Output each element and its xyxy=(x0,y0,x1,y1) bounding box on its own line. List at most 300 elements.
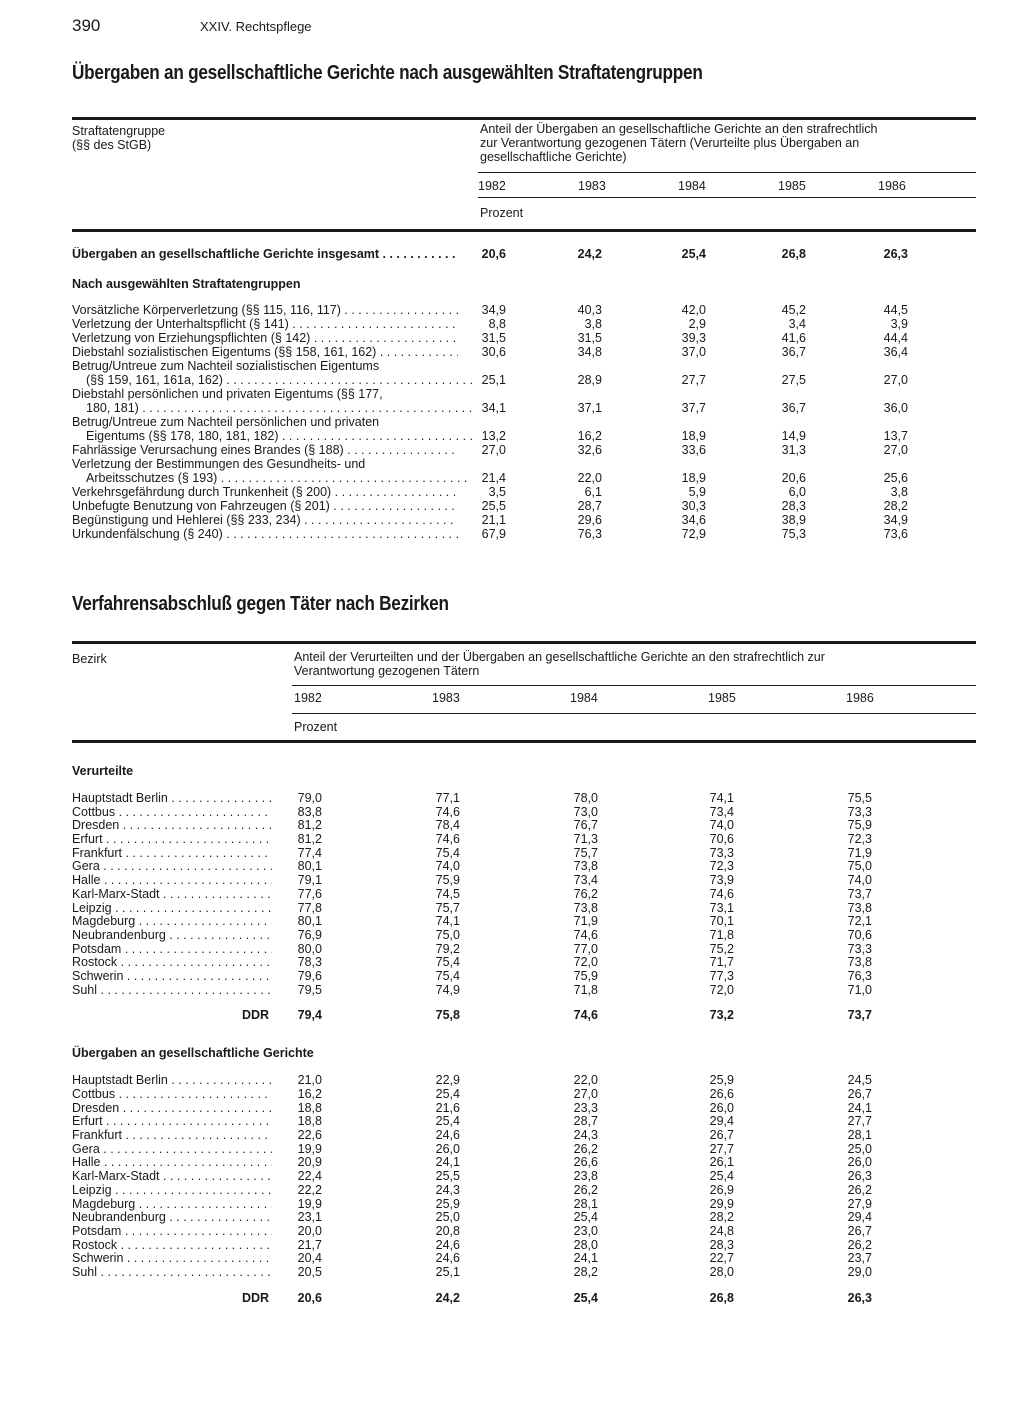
row-label: Arbeitsschutzes (§ 193) . . . xyxy=(72,471,472,485)
table-cell: 73,2 xyxy=(709,1008,734,1023)
row-label: (§§ 159, 161, 161a, 162) . . . xyxy=(72,373,472,387)
table-cell: 18,8 xyxy=(297,1100,322,1115)
table-cell: 71,0 xyxy=(847,982,872,997)
table-row xyxy=(72,1264,872,1279)
table-cell: 75,2 xyxy=(709,941,734,956)
table-cell: 18,8 xyxy=(297,1114,322,1129)
table-row xyxy=(72,331,908,345)
table-row xyxy=(72,982,872,997)
table-row xyxy=(72,886,872,901)
table-cell: 28,3 xyxy=(781,499,806,513)
table-cell: 22,4 xyxy=(297,1169,322,1184)
table-cell: 26,6 xyxy=(573,1155,598,1170)
table-cell: 37,1 xyxy=(577,401,602,415)
table-cell: 20,4 xyxy=(297,1251,322,1266)
table-cell: 74,1 xyxy=(709,791,734,805)
table-row xyxy=(72,443,908,457)
table-cell: 18,9 xyxy=(681,429,706,443)
year-header: 1982 xyxy=(294,691,322,705)
table-cell: 22,9 xyxy=(435,1073,460,1088)
table-cell: 24,6 xyxy=(435,1128,460,1143)
table-cell: 81,2 xyxy=(297,832,322,847)
col-header-line: zur Verantwortung gezogenen Tätern (Verurteilte plus Übergaben an xyxy=(480,136,860,150)
table-cell: 74,0 xyxy=(709,818,734,833)
year-header: 1984 xyxy=(678,179,706,193)
table1-top-rule xyxy=(72,117,976,120)
table-cell: 28,3 xyxy=(709,1237,734,1252)
table-cell: 67,9 xyxy=(481,527,506,541)
row-label: Schwerin . . . xyxy=(72,1251,272,1265)
table-cell: 79,6 xyxy=(297,968,322,983)
table2-unit-rule xyxy=(292,713,976,714)
table-cell: 24,8 xyxy=(709,1223,734,1238)
table-cell: 75,0 xyxy=(847,859,872,874)
table-cell: 24,2 xyxy=(577,247,602,261)
table-cell: 33,6 xyxy=(681,443,706,457)
table-row xyxy=(72,927,872,942)
table-cell: 31,3 xyxy=(781,443,806,457)
table-cell: 37,0 xyxy=(681,345,706,359)
table-cell: 26,8 xyxy=(781,247,806,261)
table-cell: 74,6 xyxy=(435,804,460,819)
table-row xyxy=(72,832,872,847)
table-cell: 40,3 xyxy=(577,303,602,317)
stub-header-line: Straftatengruppe xyxy=(72,124,166,138)
table-cell: 77,1 xyxy=(435,791,460,805)
table-cell: 34,8 xyxy=(577,345,602,359)
table-cell: 5,9 xyxy=(688,485,706,499)
row-label: Gera . . . xyxy=(72,859,272,873)
row-label: Betrug/Untreue zum Nachteil sozialistischen Eigentums xyxy=(72,359,380,373)
row-label: Begünstigung und Hehlerei (§§ 233, 234) . . . xyxy=(72,513,458,527)
table-row xyxy=(72,1128,872,1143)
table-row xyxy=(72,1196,872,1211)
table-cell: 74,5 xyxy=(435,886,460,901)
table2-unit: Prozent xyxy=(294,720,338,734)
row-label: Leipzig . . . xyxy=(72,901,272,915)
table-row xyxy=(72,955,872,970)
table-cell: 25,6 xyxy=(883,471,908,485)
table-cell: 73,4 xyxy=(573,873,598,888)
table-cell: 36,0 xyxy=(883,401,908,415)
table-cell: 6,1 xyxy=(584,485,602,499)
table-cell: 37,7 xyxy=(681,401,706,415)
table-cell: 23,7 xyxy=(847,1251,872,1266)
table-cell: 16,2 xyxy=(577,429,602,443)
table-cell: 20,9 xyxy=(297,1155,322,1170)
table-row-total xyxy=(72,1008,872,1023)
row-label: Dresden . . . xyxy=(72,818,272,832)
table-cell: 78,4 xyxy=(435,818,460,833)
row-label: Übergaben an gesellschaftliche Gerichte insgesamt . . . xyxy=(72,247,458,261)
table-cell: 76,3 xyxy=(577,527,602,541)
row-label: Suhl . . . xyxy=(72,983,272,997)
table-cell: 74,6 xyxy=(709,886,734,901)
table-cell: 36,7 xyxy=(781,401,806,415)
table-cell: 73,3 xyxy=(847,804,872,819)
table-cell: 3,8 xyxy=(584,317,602,331)
table-cell: 19,9 xyxy=(297,1141,322,1156)
table-cell: 73,1 xyxy=(709,900,734,915)
table-cell: 80,1 xyxy=(297,859,322,874)
table-cell: 28,2 xyxy=(573,1264,598,1279)
table-row xyxy=(72,373,908,387)
table-cell: 70,6 xyxy=(847,927,872,942)
table-cell: 27,0 xyxy=(883,373,908,387)
table-cell: 73,7 xyxy=(847,1008,872,1023)
table-cell: 30,6 xyxy=(481,345,506,359)
table-row xyxy=(72,1087,872,1101)
table-cell: 26,2 xyxy=(573,1182,598,1197)
row-label: Rostock . . . xyxy=(72,1238,272,1252)
table-cell: 24,1 xyxy=(847,1100,872,1115)
table1-body-rule xyxy=(72,229,976,232)
table-row xyxy=(72,900,872,915)
table-cell: 81,2 xyxy=(297,818,322,833)
table-row xyxy=(72,1114,872,1129)
table-cell: 73,6 xyxy=(883,527,908,541)
col-header-line: Anteil der Übergaben an gesellschaftliche Gerichte an den strafrechtlich xyxy=(480,122,878,136)
table-row xyxy=(72,345,908,359)
table-cell: 22,2 xyxy=(297,1182,322,1197)
table-cell: 3,9 xyxy=(890,317,908,331)
row-label: Urkundenfälschung (§ 240) . . . xyxy=(72,527,458,541)
row-label: Neubrandenburg . . . xyxy=(72,1210,272,1224)
table-row xyxy=(72,401,908,415)
table1-body xyxy=(72,247,908,541)
table-cell: 73,3 xyxy=(847,941,872,956)
table-row xyxy=(72,968,872,983)
table1-col-header xyxy=(480,122,877,164)
table-cell: 26,0 xyxy=(709,1100,734,1115)
table-cell: 25,4 xyxy=(709,1169,734,1184)
row-label: Diebstahl persönlichen und privaten Eigentums (§§ 177, xyxy=(72,387,383,401)
table-cell: 73,7 xyxy=(847,886,872,901)
row-label: DDR xyxy=(242,1290,270,1305)
table-cell: 21,6 xyxy=(435,1100,460,1115)
table-row xyxy=(72,471,908,485)
row-label: Cottbus . . . xyxy=(72,805,272,819)
table-cell: 36,4 xyxy=(883,345,908,359)
table-cell: 3,8 xyxy=(890,485,908,499)
row-label: Verkehrsgefährdung durch Trunkenheit (§ 200) . . . xyxy=(72,485,458,499)
table-cell: 34,6 xyxy=(681,513,706,527)
table-cell: 72,0 xyxy=(709,982,734,997)
table-cell: 75,9 xyxy=(573,968,598,983)
table-cell: 25,9 xyxy=(435,1196,460,1211)
table-cell: 41,6 xyxy=(781,331,806,345)
table-row xyxy=(72,941,872,956)
row-label: Fahrlässige Verursachung eines Brandes (§ 188) . . . xyxy=(72,443,458,457)
table-cell: 29,4 xyxy=(847,1210,872,1225)
table-cell: 34,9 xyxy=(481,303,506,317)
table-cell: 79,2 xyxy=(435,941,460,956)
table-cell: 25,5 xyxy=(481,499,506,513)
row-label: Cottbus . . . xyxy=(72,1087,272,1101)
table-row xyxy=(72,1073,872,1088)
table-cell: 71,3 xyxy=(573,832,598,847)
table-cell: 75,5 xyxy=(847,791,872,805)
row-label: Verletzung von Erziehungspflichten (§ 142) . . . xyxy=(72,331,458,345)
row-label: DDR xyxy=(242,1008,270,1023)
table-cell: 79,1 xyxy=(297,873,322,888)
table-cell: 80,1 xyxy=(297,914,322,929)
table2-body xyxy=(72,764,872,1305)
table-cell: 74,0 xyxy=(435,859,460,874)
table-cell: 25,9 xyxy=(709,1073,734,1088)
year-header: 1986 xyxy=(878,179,906,193)
row-label: Diebstahl sozialistischen Eigentums (§§ 158, 161, 162) . . . xyxy=(72,345,458,359)
table-cell: 21,7 xyxy=(297,1237,322,1252)
table-row xyxy=(72,429,908,443)
table-cell: 72,3 xyxy=(847,832,872,847)
table-cell: 3,4 xyxy=(788,317,806,331)
table-cell: 28,9 xyxy=(577,373,602,387)
table-cell: 28,7 xyxy=(573,1114,598,1129)
row-label: Verletzung der Bestimmungen des Gesundheits- und xyxy=(72,457,366,471)
table-cell: 22,0 xyxy=(573,1073,598,1088)
year-header: 1985 xyxy=(708,691,736,705)
table-cell: 75,4 xyxy=(435,968,460,983)
table-cell: 28,1 xyxy=(573,1196,598,1211)
table-cell: 25,0 xyxy=(435,1210,460,1225)
table-cell: 76,7 xyxy=(573,818,598,833)
row-label: Unbefugte Benutzung von Fahrzeugen (§ 201) . . . xyxy=(72,499,458,513)
table-row xyxy=(72,485,908,499)
table-row-total xyxy=(72,1290,872,1305)
table-cell: 26,6 xyxy=(709,1087,734,1101)
table-cell: 73,9 xyxy=(709,873,734,888)
table-row xyxy=(72,1237,872,1252)
table-row xyxy=(72,387,383,401)
table-cell: 79,5 xyxy=(297,982,322,997)
table-cell: 44,4 xyxy=(883,331,908,345)
row-label: Hauptstadt Berlin . . . xyxy=(72,791,272,805)
table-cell: 71,7 xyxy=(709,955,734,970)
table-cell: 75,0 xyxy=(435,927,460,942)
table-cell: 75,7 xyxy=(573,845,598,860)
row-label: Karl-Marx-Stadt . . . xyxy=(72,887,272,901)
table-cell: 32,6 xyxy=(577,443,602,457)
table-cell: 74,6 xyxy=(435,832,460,847)
col-header-line: Anteil der Verurteilten und der Übergaben an gesellschaftliche Gerichte an den strafrechtlich zur xyxy=(294,650,825,664)
table-cell: 28,0 xyxy=(573,1237,598,1252)
section-heading: Nach ausgewählten Straftatengruppen xyxy=(72,277,301,291)
table-cell: 28,0 xyxy=(709,1264,734,1279)
table-cell: 20,5 xyxy=(297,1264,322,1279)
table-cell: 20,6 xyxy=(781,471,806,485)
table-cell: 75,8 xyxy=(435,1008,460,1023)
table-cell: 75,4 xyxy=(435,845,460,860)
table-cell: 83,8 xyxy=(297,804,322,819)
table-row xyxy=(72,804,872,819)
table-cell: 20,8 xyxy=(435,1223,460,1238)
table-cell: 3,5 xyxy=(488,485,506,499)
row-label: Frankfurt . . . xyxy=(72,1128,272,1142)
table-cell: 6,0 xyxy=(788,485,806,499)
table-cell: 14,9 xyxy=(781,429,806,443)
table-cell: 72,3 xyxy=(709,859,734,874)
table-cell: 73,0 xyxy=(573,804,598,819)
row-label: Potsdam . . . xyxy=(72,942,272,956)
row-label: Hauptstadt Berlin . . . xyxy=(72,1073,272,1087)
table-cell: 23,0 xyxy=(573,1223,598,1238)
row-label: Suhl . . . xyxy=(72,1265,272,1279)
table-cell: 13,2 xyxy=(481,429,506,443)
table1-title: Übergaben an gesellschaftliche Gerichte nach ausgewählten Straftatengruppen xyxy=(72,62,703,84)
table-cell: 44,5 xyxy=(883,303,908,317)
table-cell: 80,0 xyxy=(297,941,322,956)
table-cell: 75,3 xyxy=(781,527,806,541)
row-label: Eigentums (§§ 178, 180, 181, 182) . . . xyxy=(72,429,472,443)
row-label: Neubrandenburg . . . xyxy=(72,928,272,942)
table-cell: 24,6 xyxy=(435,1251,460,1266)
table-cell: 19,9 xyxy=(297,1196,322,1211)
table-cell: 23,8 xyxy=(573,1169,598,1184)
table-row xyxy=(72,1182,872,1197)
table-cell: 31,5 xyxy=(481,331,506,345)
table-cell: 16,2 xyxy=(297,1087,322,1101)
table-cell: 71,8 xyxy=(573,982,598,997)
table-cell: 73,8 xyxy=(573,900,598,915)
table-cell: 26,2 xyxy=(847,1237,872,1252)
table-cell: 2,9 xyxy=(688,317,706,331)
table-cell: 26,3 xyxy=(847,1169,872,1184)
row-label: Frankfurt . . . xyxy=(72,846,272,860)
table-cell: 27,7 xyxy=(847,1114,872,1129)
table-cell: 71,8 xyxy=(709,927,734,942)
table-row xyxy=(72,317,908,331)
table-cell: 72,0 xyxy=(573,955,598,970)
table-cell: 76,2 xyxy=(573,886,598,901)
year-header: 1983 xyxy=(578,179,606,193)
table-cell: 23,1 xyxy=(297,1210,322,1225)
table-cell: 34,1 xyxy=(481,401,506,415)
table-cell: 39,3 xyxy=(681,331,706,345)
table-cell: 26,7 xyxy=(847,1087,872,1101)
row-label: Magdeburg . . . xyxy=(72,914,272,928)
table-row xyxy=(72,1100,872,1115)
row-label: Halle . . . xyxy=(72,1155,272,1169)
table-cell: 77,0 xyxy=(573,941,598,956)
table-cell: 27,7 xyxy=(681,373,706,387)
table-cell: 25,4 xyxy=(573,1290,598,1305)
table-row xyxy=(72,859,872,874)
table-cell: 38,9 xyxy=(781,513,806,527)
table-cell: 24,3 xyxy=(435,1182,460,1197)
table-cell: 76,3 xyxy=(847,968,872,983)
table-cell: 27,7 xyxy=(709,1141,734,1156)
table-cell: 28,2 xyxy=(883,499,908,513)
table-cell: 26,8 xyxy=(709,1290,734,1305)
year-header: 1984 xyxy=(570,691,598,705)
row-label: Rostock . . . xyxy=(72,955,272,969)
table-cell: 24,3 xyxy=(573,1128,598,1143)
table-cell: 73,8 xyxy=(847,955,872,970)
table1-unit-rule xyxy=(478,197,976,198)
table-cell: 71,9 xyxy=(573,914,598,929)
row-label: Dresden . . . xyxy=(72,1101,272,1115)
table-cell: 74,1 xyxy=(435,914,460,929)
col-header-line: gesellschaftliche Gerichte) xyxy=(480,150,627,164)
table-row xyxy=(72,513,908,527)
table-cell: 26,9 xyxy=(709,1182,734,1197)
table-cell: 73,8 xyxy=(573,859,598,874)
table-cell: 34,9 xyxy=(883,513,908,527)
table-cell: 79,0 xyxy=(297,791,322,805)
row-label: Vorsätzliche Körperverletzung (§§ 115, 116, 117) . . . xyxy=(72,303,458,317)
table-cell: 70,1 xyxy=(709,914,734,929)
year-header: 1986 xyxy=(846,691,874,705)
table-cell: 20,6 xyxy=(297,1290,322,1305)
stub-header-line: (§§ des StGB) xyxy=(72,138,152,152)
row-label: Gera . . . xyxy=(72,1142,272,1156)
table-row xyxy=(72,1223,872,1238)
table-cell: 27,9 xyxy=(847,1196,872,1211)
table-cell: 24,2 xyxy=(435,1290,460,1305)
table2-year-rule xyxy=(292,685,976,686)
table-cell: 77,8 xyxy=(297,900,322,915)
table-cell: 31,5 xyxy=(577,331,602,345)
table-cell: 26,7 xyxy=(709,1128,734,1143)
table-cell: 71,9 xyxy=(847,845,872,860)
table-cell: 29,0 xyxy=(847,1264,872,1279)
table-cell: 78,0 xyxy=(573,791,598,805)
table-cell: 22,0 xyxy=(577,471,602,485)
table-cell: 70,6 xyxy=(709,832,734,847)
table-cell: 75,4 xyxy=(435,955,460,970)
table-row xyxy=(72,1155,872,1170)
table-cell: 26,3 xyxy=(883,247,908,261)
table-cell: 36,7 xyxy=(781,345,806,359)
table-row xyxy=(72,303,908,317)
table-cell: 8,8 xyxy=(488,317,506,331)
table-cell: 77,4 xyxy=(297,845,322,860)
table-row xyxy=(72,415,380,429)
table-cell: 18,9 xyxy=(681,471,706,485)
table-cell: 25,4 xyxy=(573,1210,598,1225)
table-cell: 27,0 xyxy=(883,443,908,457)
table-cell: 27,0 xyxy=(481,443,506,457)
row-label: Betrug/Untreue zum Nachteil persönlichen und privaten xyxy=(72,415,380,429)
table-cell: 45,2 xyxy=(781,303,806,317)
table-cell: 21,1 xyxy=(481,513,506,527)
row-label: Karl-Marx-Stadt . . . xyxy=(72,1169,272,1183)
table2-top-rule xyxy=(72,641,976,644)
table-cell: 25,1 xyxy=(435,1264,460,1279)
section-heading: Verurteilte xyxy=(72,764,134,778)
table-cell: 24,1 xyxy=(435,1155,460,1170)
table-cell: 75,7 xyxy=(435,900,460,915)
table-cell: 24,6 xyxy=(435,1237,460,1252)
year-header: 1982 xyxy=(478,179,506,193)
table-cell: 25,5 xyxy=(435,1169,460,1184)
table-row xyxy=(72,359,380,373)
table-cell: 21,0 xyxy=(297,1073,322,1088)
table-cell: 28,2 xyxy=(709,1210,734,1225)
table-cell: 21,4 xyxy=(481,471,506,485)
row-label: Schwerin . . . xyxy=(72,969,272,983)
table-cell: 26,2 xyxy=(573,1141,598,1156)
table-cell: 77,3 xyxy=(709,968,734,983)
table2-body-rule xyxy=(72,740,976,743)
table2-col-header xyxy=(294,650,825,678)
table-row xyxy=(72,914,872,929)
table-row xyxy=(72,873,872,888)
table-cell: 72,9 xyxy=(681,527,706,541)
table2-title: Verfahrensabschluß gegen Täter nach Bezirken xyxy=(72,593,449,615)
row-label: Magdeburg . . . xyxy=(72,1197,272,1211)
